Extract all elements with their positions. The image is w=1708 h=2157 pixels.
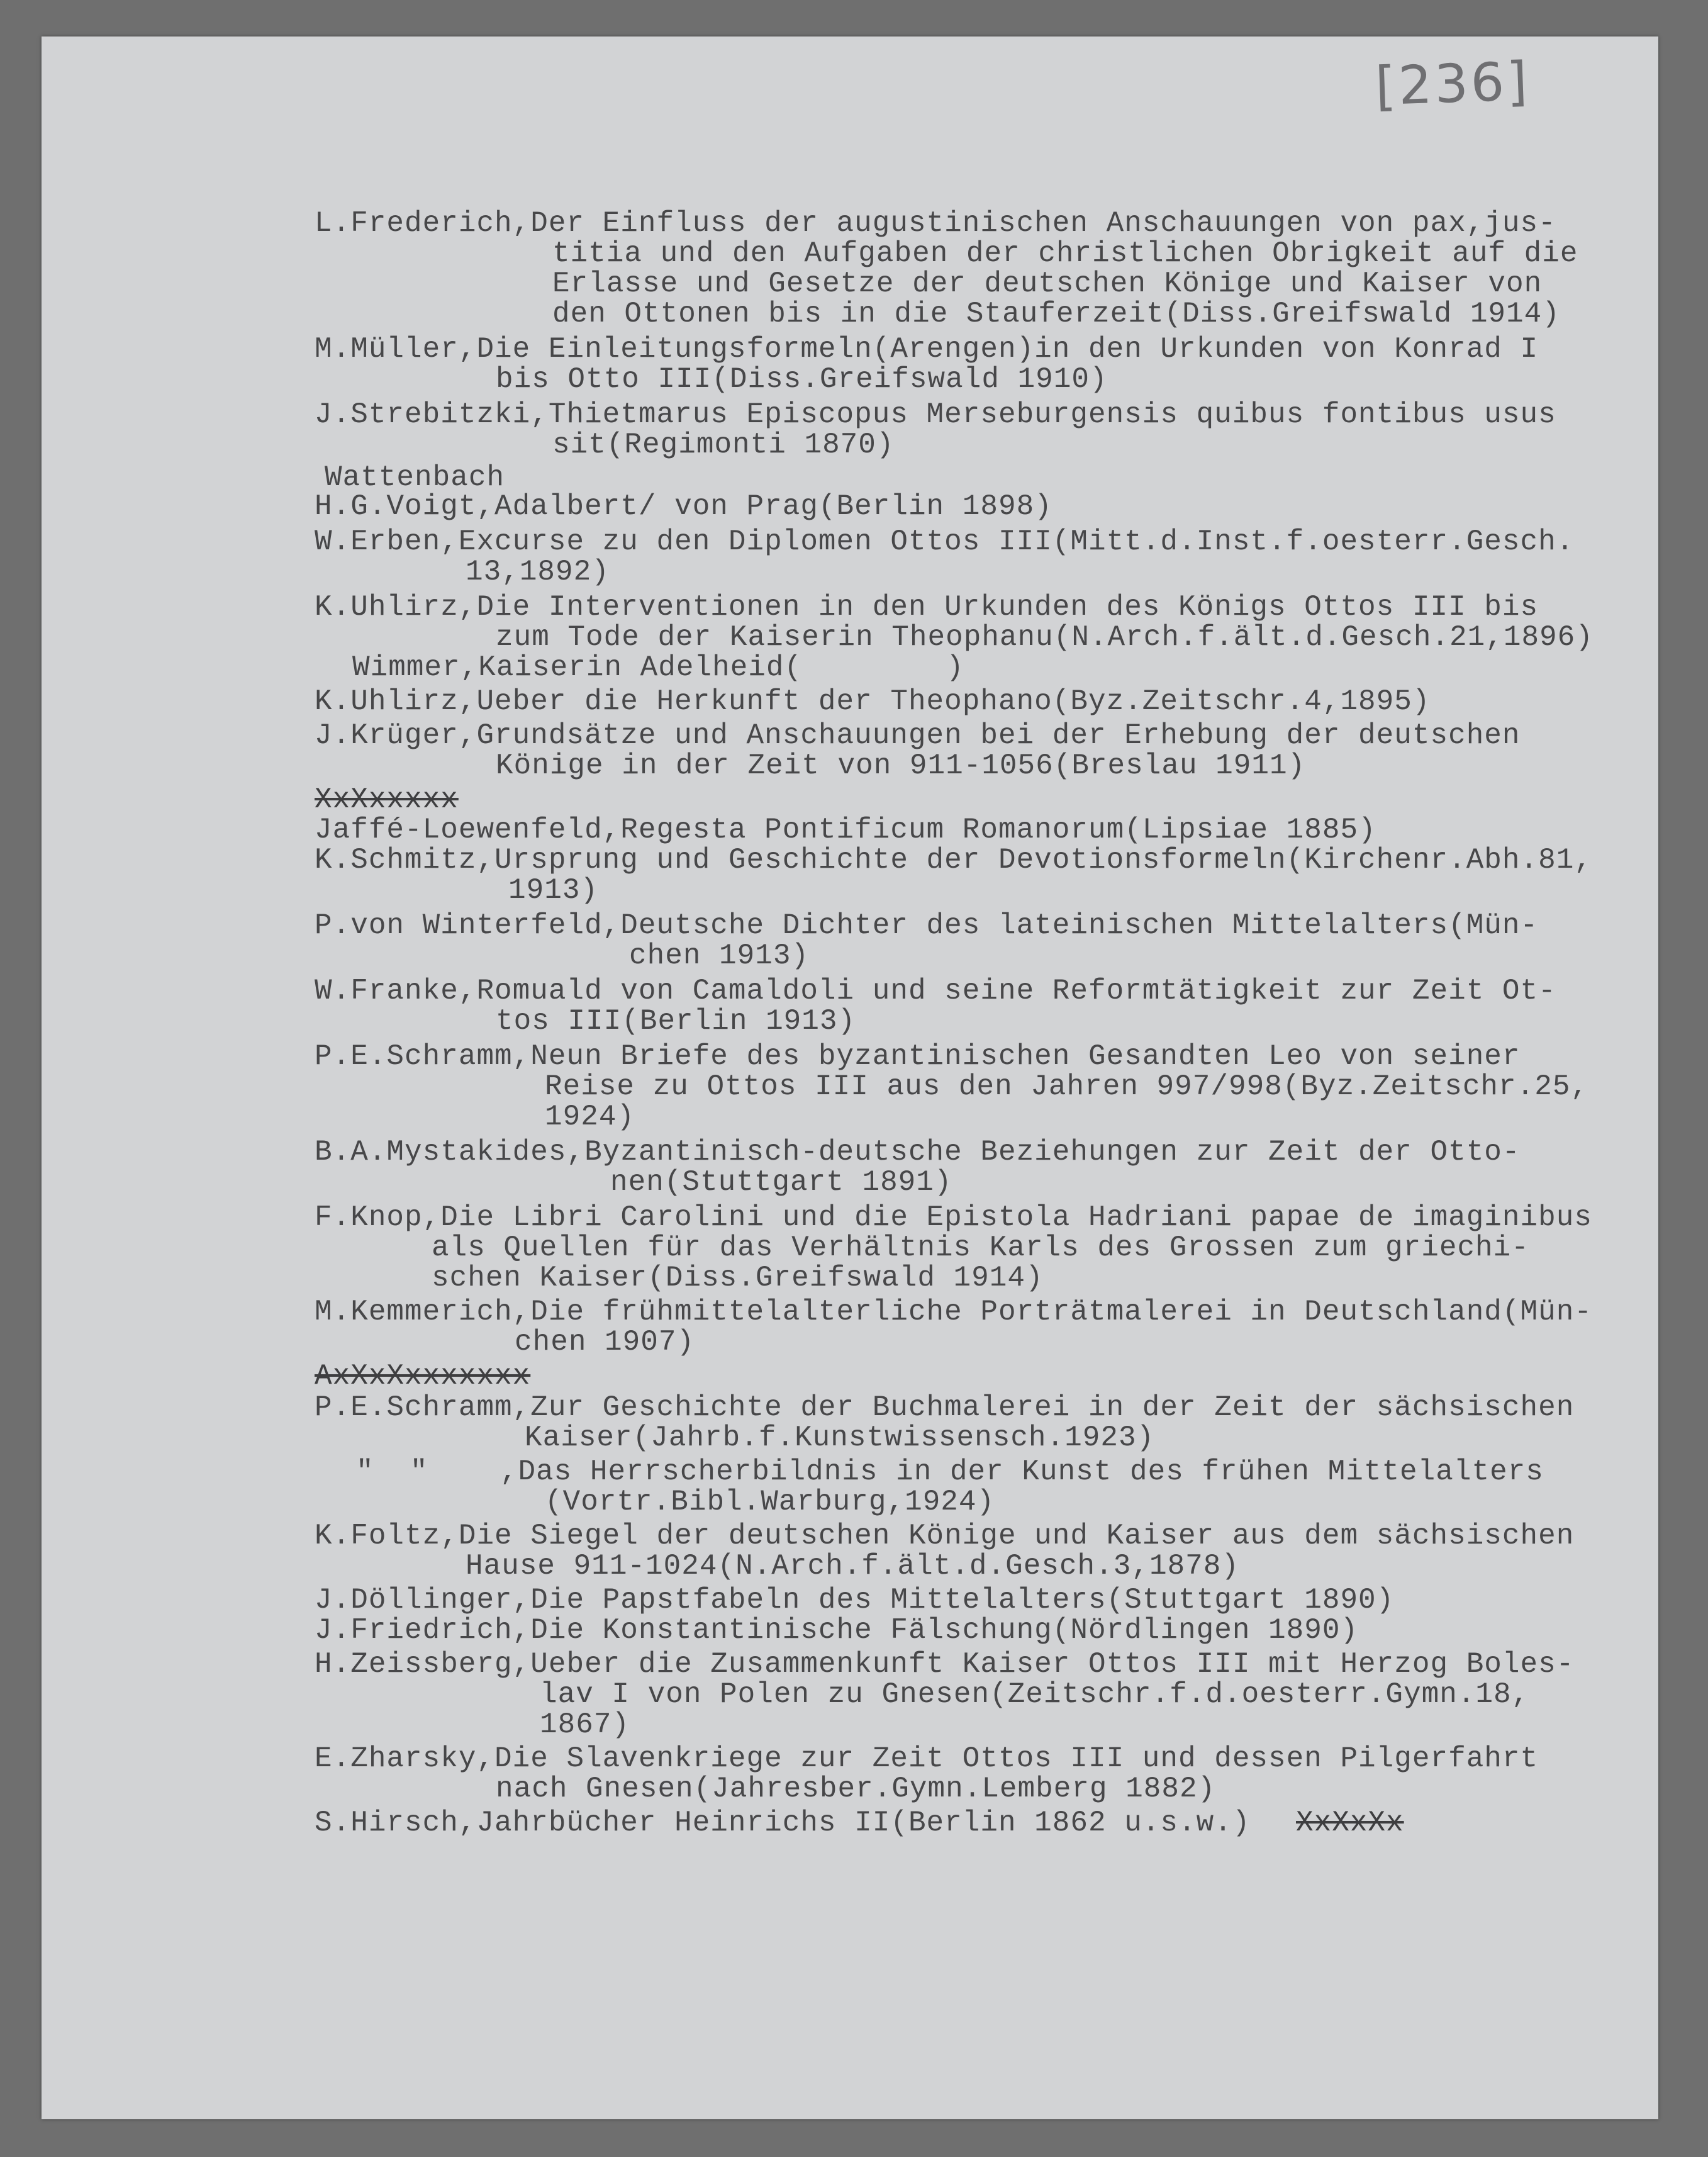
bibliography-line: 1913) (508, 874, 599, 907)
bibliography-line: H.G.Voigt,Adalbert/ von Prag(Berlin 1898) (315, 490, 1052, 523)
bibliography-line: J.Strebitzki,Thietmarus Episcopus Merseburgensis quibus fontibus usus (315, 398, 1556, 431)
bibliography-line: nach Gnesen(Jahresber.Gymn.Lemberg 1882) (496, 1773, 1216, 1805)
bibliography-line: schen Kaiser(Diss.Greifswald 1914) (432, 1262, 1044, 1294)
bibliography-line: Reise zu Ottos III aus den Jahren 997/998(Byz.Zeitschr.25, (545, 1070, 1589, 1103)
bibliography-line: S.Hirsch,Jahrbücher Heinrichs II(Berlin 1862 u.s.w.) (315, 1807, 1251, 1839)
struck-text: XxXxXx (1296, 1807, 1404, 1839)
bibliography-line: chen 1913) (629, 939, 810, 972)
bibliography-line: K.Uhlirz,Ueber die Herkunft der Theophano(Byz.Zeitschr.4,1895) (315, 685, 1431, 718)
bibliography-line: P.E.Schramm,Zur Geschichte der Buchmalerei in der Zeit der sächsischen (315, 1391, 1575, 1424)
bibliography-line: 1867) (540, 1708, 630, 1741)
bibliography-line: zum Tode der Kaiserin Theophanu(N.Arch.f.ält.d.Gesch.21,1896) (496, 621, 1594, 654)
bibliography-line: Hause 911-1024(N.Arch.f.ält.d.Gesch.3,1878) (466, 1550, 1239, 1583)
bibliography-line: M.Müller,Die Einleitungsformeln(Arengen)in den Urkunden von Konrad I (315, 333, 1539, 366)
bibliography-line: als Quellen für das Verhältnis Karls des Grossen zum griechi- (432, 1231, 1529, 1264)
bibliography-line: W.Erben,Excurse zu den Diplomen Ottos III(Mitt.d.Inst.f.oesterr.Gesch. (315, 525, 1575, 558)
bibliography-line: B.A.Mystakides,Byzantinisch-deutsche Beziehungen zur Zeit der Otto- (315, 1136, 1521, 1168)
bibliography-line: E.Zharsky,Die Slavenkriege zur Zeit Ottos III und dessen Pilgerfahrt (315, 1742, 1539, 1775)
bibliography-line: sit(Regimonti 1870) (552, 429, 895, 461)
struck-text: AxXxXxxxxxxx (315, 1360, 531, 1392)
bibliography-line: P.von Winterfeld,Deutsche Dichter des lateinischen Mittelalters(Mün- (315, 909, 1539, 942)
bibliography-line: lav I von Polen zu Gnesen(Zeitschr.f.d.oesterr.Gymn.18, (540, 1678, 1530, 1711)
bibliography-line: tos III(Berlin 1913) (496, 1005, 856, 1038)
bibliography-line: Wattenbach (325, 461, 505, 494)
bibliography-line: 13,1892) (466, 556, 610, 588)
bibliography-line: P.E.Schramm,Neun Briefe des byzantinischen Gesandten Leo von seiner (315, 1040, 1521, 1073)
page-number: [236] (1374, 50, 1531, 118)
bibliography-line: J.Döllinger,Die Papstfabeln des Mittelalters(Stuttgart 1890) (315, 1584, 1395, 1616)
bibliography-line: den Ottonen bis in die Stauferzeit(Diss.Greifswald 1914) (552, 298, 1560, 330)
bibliography-line: nen(Stuttgart 1891) (610, 1166, 952, 1199)
bibliography-line: (Vortr.Bibl.Warburg,1924) (545, 1486, 995, 1518)
bibliography-line: Könige in der Zeit von 911-1056(Breslau 1911) (496, 749, 1306, 782)
bibliography-line: F.Knop,Die Libri Carolini und die Epistola Hadriani papae de imaginibus (315, 1201, 1592, 1234)
bibliography-line: J.Friedrich,Die Konstantinische Fälschung(Nördlingen 1890) (315, 1614, 1359, 1647)
bibliography-line: H.Zeissberg,Ueber die Zusammenkunft Kaiser Ottos III mit Herzog Boles- (315, 1648, 1575, 1681)
bibliography-line: titia und den Aufgaben der christlichen Obrigkeit auf die (552, 237, 1578, 270)
bibliography-line: Jaffé-Loewenfeld,Regesta Pontificum Romanorum(Lipsiae 1885) (315, 814, 1376, 846)
bibliography-line: Erlasse und Gesetze der deutschen Könige und Kaiser von (552, 267, 1543, 300)
bibliography-line: K.Schmitz,Ursprung und Geschichte der Devotionsformeln(Kirchenr.Abh.81, (315, 844, 1592, 877)
bibliography-line: J.Krüger,Grundsätze und Anschauungen bei der Erhebung der deutschen (315, 719, 1521, 752)
bibliography-line: " " ,Das Herrscherbildnis in der Kunst des frühen Mittelalters (356, 1455, 1544, 1488)
bibliography-line: K.Foltz,Die Siegel der deutschen Könige und Kaiser aus dem sächsischen (315, 1520, 1575, 1552)
bibliography-line: bis Otto III(Diss.Greifswald 1910) (496, 363, 1108, 396)
bibliography-line: Wimmer,Kaiserin Adelheid( ) (352, 651, 964, 684)
bibliography-line: W.Franke,Romuald von Camaldoli und seine Reformtätigkeit zur Zeit Ot- (315, 975, 1556, 1007)
struck-text: XxXxxxxx (315, 783, 459, 816)
bibliography-line: K.Uhlirz,Die Interventionen in den Urkunden des Königs Ottos III bis (315, 591, 1539, 624)
bibliography-line: Kaiser(Jahrb.f.Kunstwissensch.1923) (525, 1421, 1155, 1454)
bibliography-line: M.Kemmerich,Die frühmittelalterliche Porträtmalerei in Deutschland(Mün- (315, 1296, 1592, 1328)
bibliography-line: 1924) (545, 1101, 635, 1133)
bibliography-line: chen 1907) (515, 1326, 695, 1359)
bibliography-line: L.Frederich,Der Einfluss der augustinischen Anschauungen von pax,jus- (315, 207, 1556, 240)
